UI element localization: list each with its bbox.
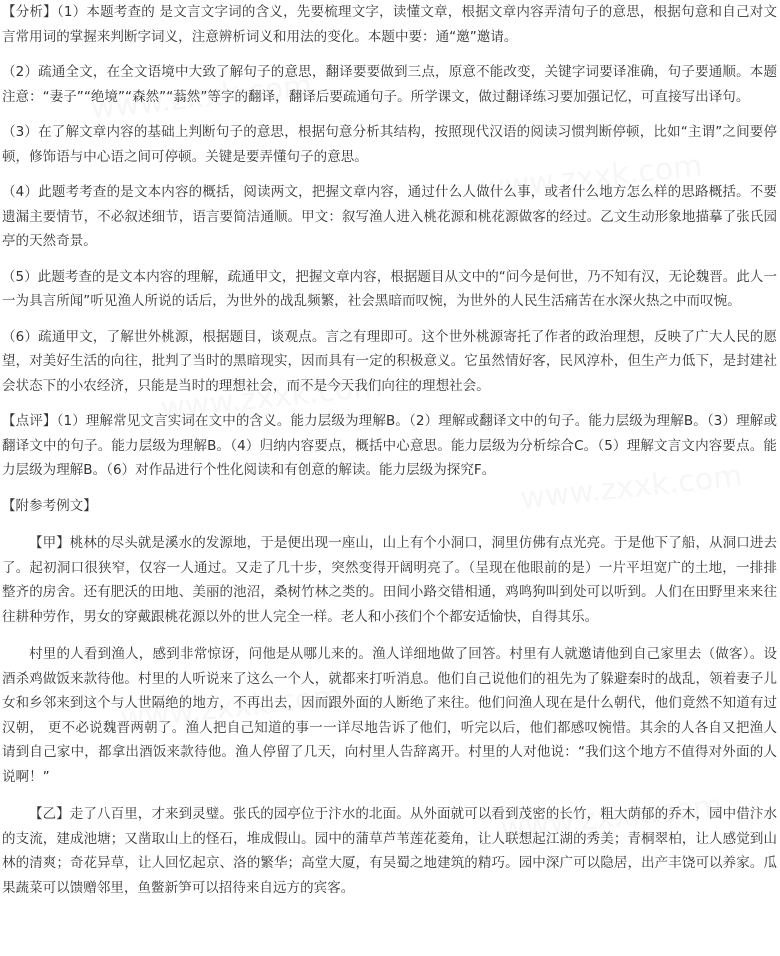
reference-yi-paragraph: 【乙】走了八百里，才来到灵璧。张氏的园亭位于汴水的北面。从外面就可以看到茂密的长竹，粗大荫郁的乔木，园中借汴水的支流，建成池塘；又凿取山上的怪石，堆成假山。园中的蒲草芦苇莲花菱角，让人联想起江湖的秀美；青桐翠柏，让人感觉到山林的清爽；奇花异草，让人回忆起京、洛的繁华；高堂大厦，有吴蜀之地建筑的精巧。园中深广可以隐居，出产丰饶可以养家。瓜果蔬菜可以馈赠邻里，鱼鳖新笋可以招待来自远方的宾客。 (2, 806, 777, 896)
analysis-paragraph-5: （5）此题考查的是文本内容的理解，疏通甲文，把握文章内容，根据题目从文中的“问今是何世，乃不知有汉，无论魏晋。此人一一为具言所闻”听见渔人所说的话后，为世外的战乱频繁，社会黑暗而叹惋，为世外的人民生活痛苦在水深火热之中而叹惋。 (2, 268, 777, 309)
comment-paragraph: 【点评】（1）理解常见文言实词在文中的含义。能力层级为理解B。（2）理解或翻译文中的句子。能力层级为理解B。（3）理解或翻译文中的句子。能力层级为理解B。（4）归纳内容要点，概括中心意思。能力层级为分析综合C。（5）理解文言文内容要点。能力层级为理解B。（6）对作品进行个性化阅读和有创意的解读。能力层级为探究F。 (2, 413, 777, 478)
analysis-paragraph-4: （4）此题考考查的是文本内容的概括，阅读两文，把握文章内容，通过什么人做什么事，或者什么地方怎么样的思路概括。不要遗漏主要情节，不必叙述细节，语言要简洁通顺。甲文：叙写渔人进入桃花源和桃花源做客的经过。乙文生动形象地描摹了张氏园亭的天然奇景。 (2, 184, 777, 249)
reference-jia-paragraph-2: 村里的人看到渔人，感到非常惊讶，问他是从哪儿来的。渔人详细地做了回答。村里有人就邀请他到自己家里去（做客）。设酒杀鸡做饭来款待他。村里的人听说来了这么一个人，就都来打听消息。他们自己说他们的祖先为了躲避秦时的战乱，领着妻子儿女和乡邻来到这个与人世隔绝的地方，不再出去，因而跟外面的人断绝了来往。他们问渔人现在是什么朝代，他们竟然不知道有过汉朝， 更不必说魏晋两朝了。渔人把自己知道的事一一详尽地告诉了他们，听完以后，他们都感叹惋惜。其余的人各自又把渔人请到自己家中，都拿出酒饭来款待他。渔人停留了几天，向村里人告辞离开。村里的人对他说：“我们这个地方不值得对外面的人说啊！” (2, 646, 777, 785)
analysis-paragraph-2: （2）疏通全文，在全文语境中大致了解句子的意思，翻译要要做到三点，原意不能改变，关键字词要译准确，句子要通顺。本题注意：“妻子”“绝境”“森然”“蓊然”等字的翻译，翻译后要疏通句子。所学课文，做过翻译练习要加强记忆，可直接写出译句。 (2, 64, 777, 105)
reference-heading: 【附参考例文】 (2, 497, 97, 514)
analysis-paragraph-6: （6）疏通甲文，了解世外桃源，根据题目，谈观点。言之有理即可。这个世外桃源寄托了作者的政治理想，反映了广大人民的愿望，对美好生活的向往，批判了当时的黑暗现实，因而具有一定的积极意义。它虽然情好客，民风淳朴，但生产力低下，是封建社会状态下的小农经济，只能是当时的理想社会，而不是今天我们向往的理想社会。 (2, 328, 777, 394)
reference-jia-paragraph-1: 【甲】桃林的尽头就是溪水的发源地，于是便出现一座山，山上有个小洞口，洞里仿佛有点光亮。于是他下了船，从洞口进去了。起初洞口很狭窄，仅容一人通过。又走了几十步，突然变得开阔明亮了。（呈现在他眼前的是）一片平坦宽广的土地，一排排整齐的房舍。还有肥沃的田地、美丽的池沼，桑树竹林之类的。田间小路交错相通，鸡鸣狗叫到处可以听到。人们在田野里来来往往耕种劳作，男女的穿戴跟桃花源以外的世人完全一样。老人和小孩们个个都安适愉快，自得其乐。 (2, 535, 777, 625)
analysis-paragraph-1: 【分析】（1）本题考查的 是文言文字词的含义，先要梳理文字，读懂文章，根据文章内容弄清句子的意思，根据句意和自己对文言常用词的掌握来判断字词义，注意辨析词义和用法的变化。本题中要：通“邀”邀请。 (2, 4, 777, 45)
analysis-paragraph-3: （3）在了解文章内容的基础上判断句子的意思，根据句意分析其结构，按照现代汉语的阅读习惯判断停顿，比如“主谓”之间要停顿，修饰语与中心语之间可停顿。关键是要弄懂句子的意思。 (2, 124, 777, 165)
